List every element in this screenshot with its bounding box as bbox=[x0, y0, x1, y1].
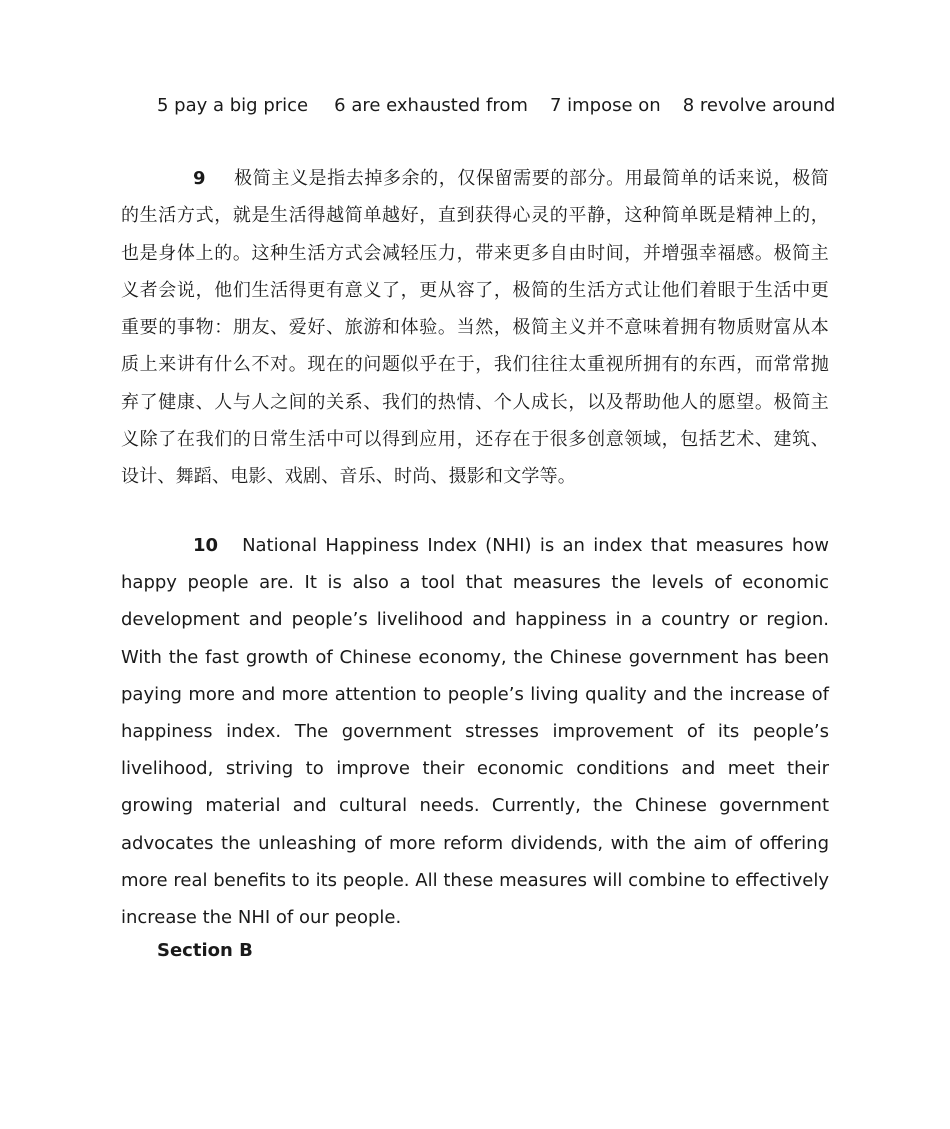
translation-paragraph-10 bbox=[121, 527, 829, 936]
item-9-text: 极简主义是指去掉多余的，仅保留需要的部分。用最简单的话来说，极简的生活方式，就是生活得越简单越好，直到获得心灵的平静，这种简单既是精神上的，也是身体上的。这种生活方式会减轻压力，带来更多自由时间，并增强幸福感。极简主义者会说，他们生活得更有意义了，更从容了，极简的生活方式让他们着眼于生活中更重要的事物：朋友、爱好、旅游和体验。当然，极简主义并不意味着拥有物质财富从本质上来讲有什么不对。现在的问题似乎在于，我们往往太重视所拥有的东西，而常常抛弃了健康、人与人之间的关系、我们的热情、个人成长，以及帮助他人的愿望。极简主义除了在我们的日常生活中可以得到应用，还存在于很多创意领域，包括艺术、建筑、设计、舞蹈、电影、戏剧、音乐、时尚、摄影和文学等。 bbox=[121, 168, 829, 488]
item-number-9: 9 bbox=[193, 168, 206, 189]
answer-key-line bbox=[157, 93, 835, 119]
answer-6: 6 are exhausted from bbox=[334, 95, 528, 116]
section-heading: Section B bbox=[157, 940, 253, 961]
answer-7: 7 impose on bbox=[549, 95, 661, 116]
item-number-10: 10 bbox=[193, 535, 219, 556]
answer-5: 5 pay a big price bbox=[157, 95, 309, 116]
answer-8: 8 revolve around bbox=[682, 95, 836, 116]
translation-paragraph-9 bbox=[121, 160, 829, 496]
item-10-text: National Happiness Index (NHI) is an index that measures how happy people are. It is also a tool that measures the levels of economic development and people’s livelihood and happiness in a country or region. With the fast growth of Chinese economy, the Chinese government has been paying more and more attention to people’s living quality and the increase of happiness index. The government stresses improvement of its people’s livelihood, striving to improve their economic conditions and meet their growing material and cultural needs. Currently, the Chinese government advocates the unleashing of more reform dividends, with the aim of offering more real benefits to its people. All these measures will combine to effectively increase the NHI of our people. bbox=[121, 535, 829, 929]
